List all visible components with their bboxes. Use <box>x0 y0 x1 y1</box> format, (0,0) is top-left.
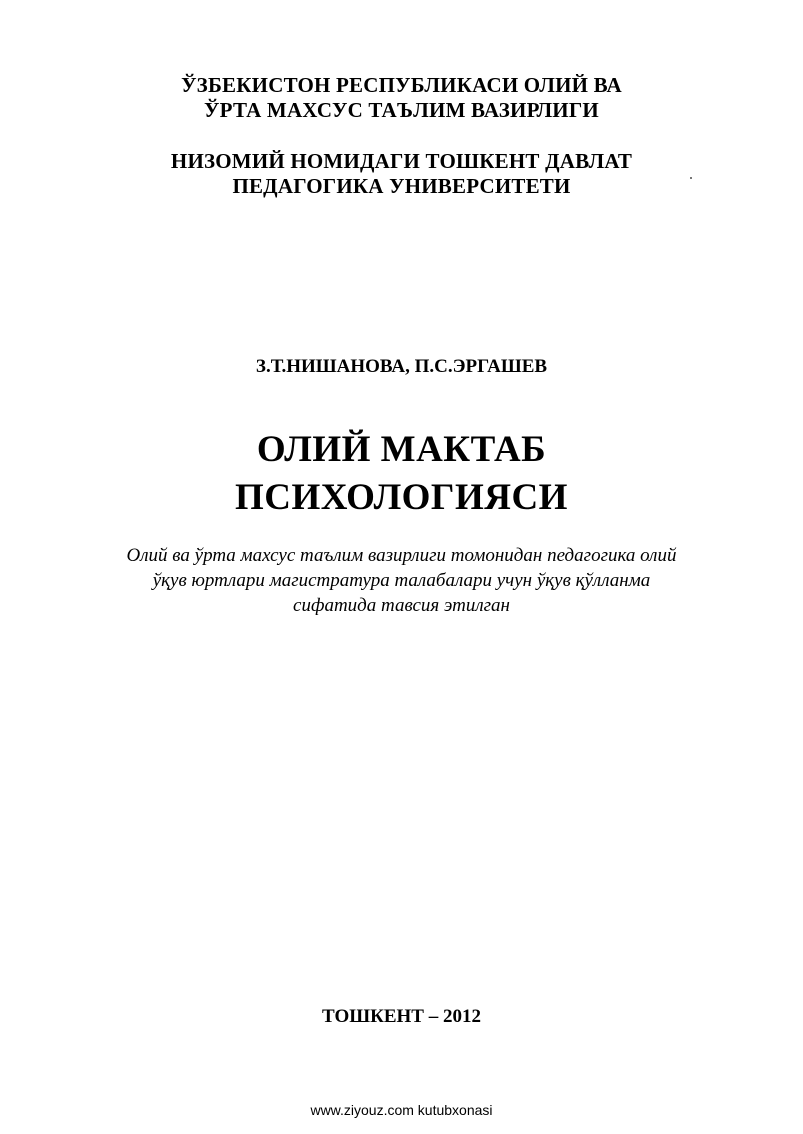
ministry-line-1: ЎЗБЕКИСТОН РЕСПУБЛИКАСИ ОЛИЙ ВА <box>181 73 622 97</box>
university-line-2: ПЕДАГОГИКА УНИВЕРСИТЕТИ <box>232 174 571 198</box>
imprint-city-year: ТОШКЕНТ – 2012 <box>322 1006 481 1027</box>
book-title-line-1: ОЛИЙ МАКТАБ <box>256 429 547 470</box>
university-line-1: НИЗОМИЙ НОМИДАГИ ТОШКЕНТ ДАВЛАТ <box>170 149 633 173</box>
recommendation-line-2: ўқув юртлари магистратура талабалари учун ўқув қўлланма <box>152 570 651 591</box>
recommendation-line-3: сифатида тавсия этилган <box>293 595 510 616</box>
recommendation-line-1: Олий ва ўрта махсус таълим вазирлиги томонидан педагогика олий <box>126 545 677 566</box>
footer-source: www.ziyouz.com kutubxonasi <box>310 1102 493 1118</box>
authors: З.Т.НИШАНОВА, П.С.ЭРГАШЕВ <box>255 356 548 377</box>
ministry-line-2: ЎРТА МАХСУС ТАЪЛИМ ВАЗИРЛИГИ <box>204 98 599 122</box>
book-title-line-2: ПСИХОЛОГИЯСИ <box>235 477 568 518</box>
